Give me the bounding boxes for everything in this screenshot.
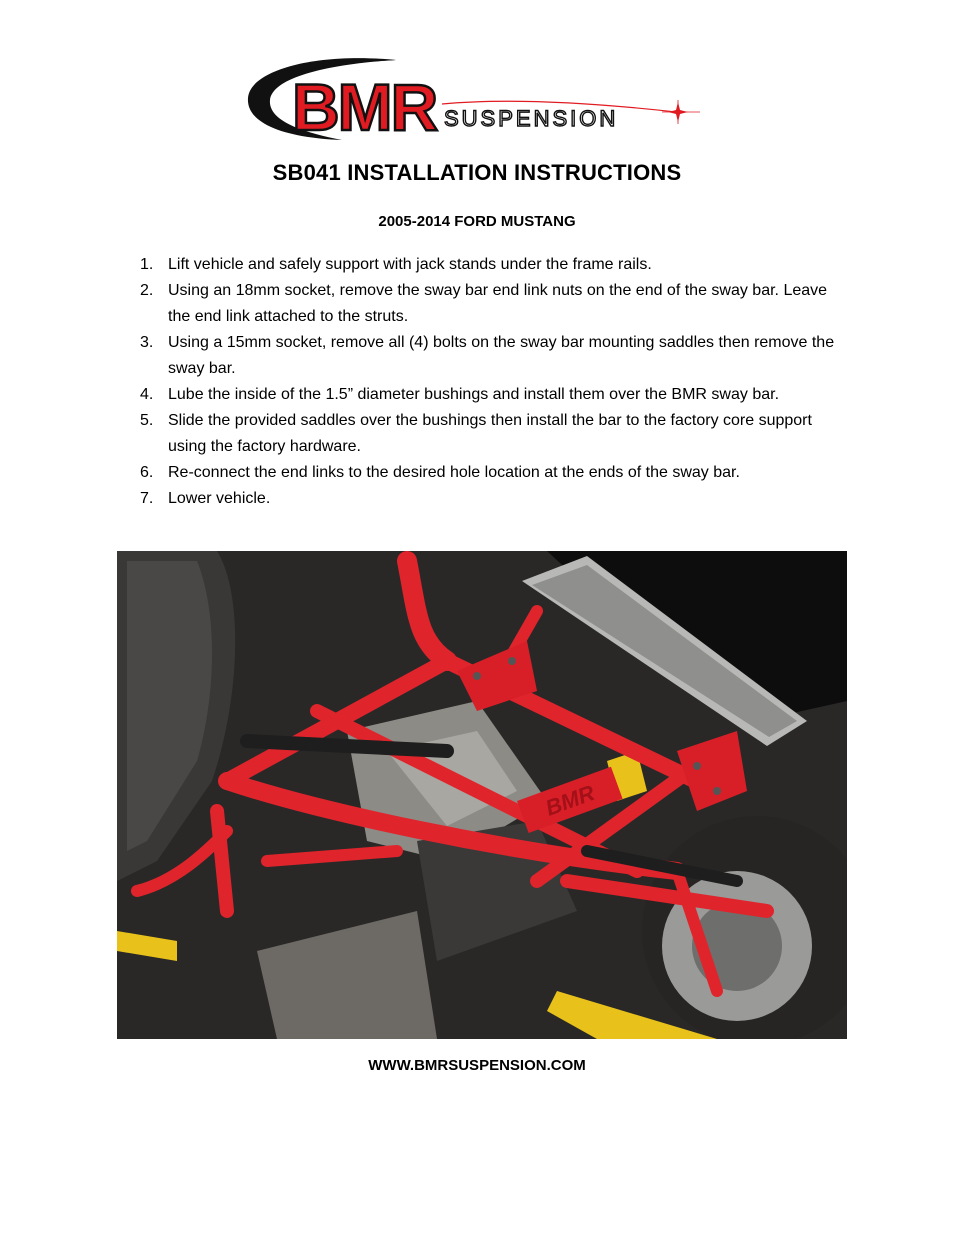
document-subtitle: 2005-2014 FORD MUSTANG [378, 213, 576, 230]
step-item [140, 408, 840, 460]
instruction-steps [140, 252, 840, 512]
step-text: Lube the inside of the 1.5” diameter bushings and install them over the BMR sway bar. [168, 386, 780, 403]
step-number: 5. [140, 412, 154, 429]
step-item [140, 460, 840, 486]
step-number: 1. [140, 256, 154, 273]
logo-graphic [246, 54, 708, 144]
step-item [140, 382, 840, 408]
logo-suspension-text: SUSPENSION [444, 106, 619, 131]
step-item [140, 486, 840, 512]
step-number: 2. [140, 282, 154, 299]
step-number: 7. [140, 490, 154, 507]
step-text: Re-connect the end links to the desired hole location at the ends of the sway bar. [168, 464, 740, 481]
step-text: Using an 18mm socket, remove the sway bar end link nuts on the end of the sway bar. Leave the end link attached to the struts. [168, 282, 828, 325]
document-title: SB041 INSTALLATION INSTRUCTIONS [272, 160, 682, 185]
step-number: 3. [140, 334, 154, 351]
step-text: Using a 15mm socket, remove all (4) bolts on the sway bar mounting saddles then remove the sway bar. [168, 334, 835, 377]
step-number: 6. [140, 464, 154, 481]
step-item [140, 330, 840, 382]
step-text: Lift vehicle and safely support with jack stands under the frame rails. [168, 256, 652, 273]
step-text: Slide the provided saddles over the bushings then install the bar to the factory core support using the factory hardware. [168, 412, 812, 455]
step-item [140, 278, 840, 330]
plate-bmr-text: BMR [542, 780, 598, 821]
website-footer: WWW.BMRSUSPENSION.COM [368, 1057, 586, 1074]
spark-icon [662, 100, 700, 124]
installation-photo [117, 551, 847, 1039]
undercarriage-illustration [117, 551, 847, 1039]
step-number: 4. [140, 386, 154, 403]
step-item [140, 252, 840, 278]
logo-bmr-text: BMR [292, 70, 437, 144]
bmr-suspension-logo [246, 54, 708, 144]
step-text: Lower vehicle. [168, 490, 271, 507]
